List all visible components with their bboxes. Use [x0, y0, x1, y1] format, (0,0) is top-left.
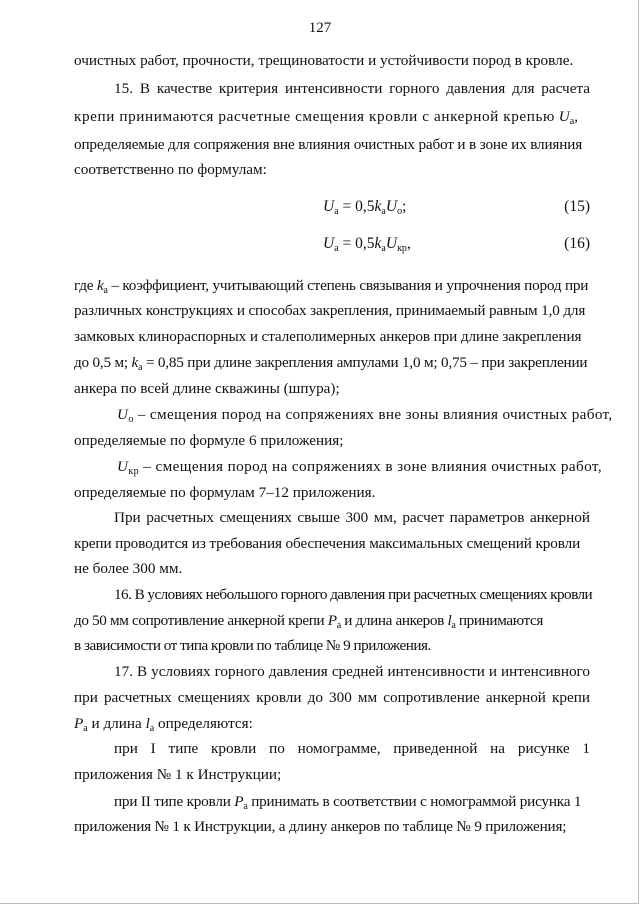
subscript: а [451, 620, 456, 631]
subscript: а [336, 620, 341, 631]
text-span: принимать в соответствии с номограммой рисунка 1 [251, 793, 582, 810]
paragraph-15-start: 15. В качестве критерия интенсивности горного давления для расчета [114, 80, 590, 97]
subscript: а [569, 116, 575, 127]
symbol-P: P [327, 612, 337, 629]
subscript: а [149, 723, 155, 734]
formula-16 [323, 235, 411, 254]
text-line [74, 714, 590, 739]
subscript: кр [128, 466, 140, 477]
formula-text: = 0,5 [342, 235, 375, 252]
symbol-U: U [117, 458, 129, 475]
text-span: – коэффициент, учитывающий степень связывания и упрочнения пород при [111, 277, 589, 294]
text-span: определяются: [158, 715, 253, 732]
text-span: – смещения пород на сопряжениях в зоне влияния очистных работ, [143, 458, 603, 475]
text-span: и длина [91, 715, 142, 732]
text-span: – смещения пород на сопряжениях вне зоны влияния очистных работ, [137, 406, 613, 423]
symbol-l: l [145, 715, 150, 732]
text-line: замковых клинораспорных и сталеполимерных анкеров при длине закрепления [74, 328, 582, 345]
subscript: а [381, 206, 386, 217]
text-line: При расчетных смещениях свыше 300 мм, расчет параметров анкерной [114, 509, 590, 526]
symbol-U: U [323, 235, 335, 252]
symbol-U: U [323, 198, 335, 215]
text-line: в зависимости от типа кровли по таблице № 9 приложения. [74, 637, 431, 654]
text-span: до 0,5 м; [74, 354, 128, 371]
text-span: принимаются [458, 612, 544, 629]
subscript: о [128, 414, 134, 425]
text-line [117, 457, 603, 482]
text-line [74, 276, 590, 301]
text-line: крепи проводится из требования обеспечения максимальных смещений кровли [74, 535, 581, 552]
text-line: при расчетных смещениях кровли до 300 мм сопротивление анкерной крепи [74, 689, 590, 706]
symbol-l: l [447, 612, 452, 629]
text-line [74, 353, 590, 378]
paragraph-17-start: 17. В условиях горного давления средней интенсивности и интенсивного [114, 663, 590, 680]
subscript: а [334, 243, 339, 254]
text-span: до 50 мм сопротивление анкерной крепи [74, 612, 325, 629]
subscript: а [334, 206, 339, 217]
text-span: при II типе кровли [114, 793, 231, 810]
subscript: кр [397, 243, 407, 254]
punct: ; [402, 198, 407, 215]
symbol-k: k [96, 277, 104, 294]
symbol-U: U [385, 235, 398, 252]
text-line: приложения № 1 к Инструкции, а длину анкеров по таблице № 9 приложения; [74, 818, 567, 835]
subscript: а [103, 285, 108, 296]
equation-number-16: (16) [564, 235, 590, 252]
subscript: а [381, 243, 386, 254]
text-line: приложения № 1 к Инструкции; [74, 766, 282, 783]
text-line [114, 792, 590, 817]
text-line: определяемые по формулам 7–12 приложения. [74, 484, 376, 501]
equation-number-15: (15) [564, 198, 590, 215]
text-line: анкера по всей длине скважины (шпура); [74, 380, 340, 397]
symbol-U: U [117, 406, 129, 423]
text-line: соответственно по формулам: [74, 161, 267, 178]
punct: , [406, 235, 411, 252]
text-line [74, 611, 590, 636]
text-line [117, 405, 613, 430]
text-line: очистных работ, прочности, трещиноватости и устойчивости пород в кровле. [74, 52, 574, 69]
formula-text: = 0,5 [342, 198, 375, 215]
text-span: крепи принимаются расчетные смещения кровли с анкерной крепью [74, 108, 555, 125]
formula-15 [323, 198, 406, 217]
text-line [74, 107, 590, 132]
symbol-U: U [558, 108, 570, 125]
subscript: о [397, 206, 403, 217]
text-span: и длина анкеров [344, 612, 444, 629]
symbol-P: P [74, 715, 84, 732]
symbol-U: U [385, 198, 398, 215]
text-line: определяемые для сопряжения вне влияния очистных работ и в зоне их влияния [74, 136, 583, 153]
symbol-k: k [374, 235, 382, 252]
page-number: 127 [308, 20, 332, 36]
symbol-P: P [234, 793, 244, 810]
text-span: где [74, 277, 94, 294]
paragraph-16-start: 16. В условиях небольшого горного давления при расчетных смещениях кровли [114, 586, 593, 603]
symbol-k: k [374, 198, 382, 215]
text-line: не более 300 мм. [74, 560, 183, 577]
symbol-k: k [131, 354, 139, 371]
text-line: различных конструкциях и способах закрепления, принимаемый равным 1,0 для [74, 302, 586, 319]
text-span: = 0,85 при длине закрепления ампулами 1,0 м; 0,75 – при закреплении [145, 354, 588, 371]
text-line: при I типе кровли по номограмме, приведенной на рисунке 1 [114, 740, 590, 757]
subscript: а [138, 362, 143, 373]
subscript: а [83, 723, 88, 734]
punct: , [574, 108, 578, 125]
text-line: определяемые по формуле 6 приложения; [74, 432, 344, 449]
subscript: а [243, 801, 248, 812]
